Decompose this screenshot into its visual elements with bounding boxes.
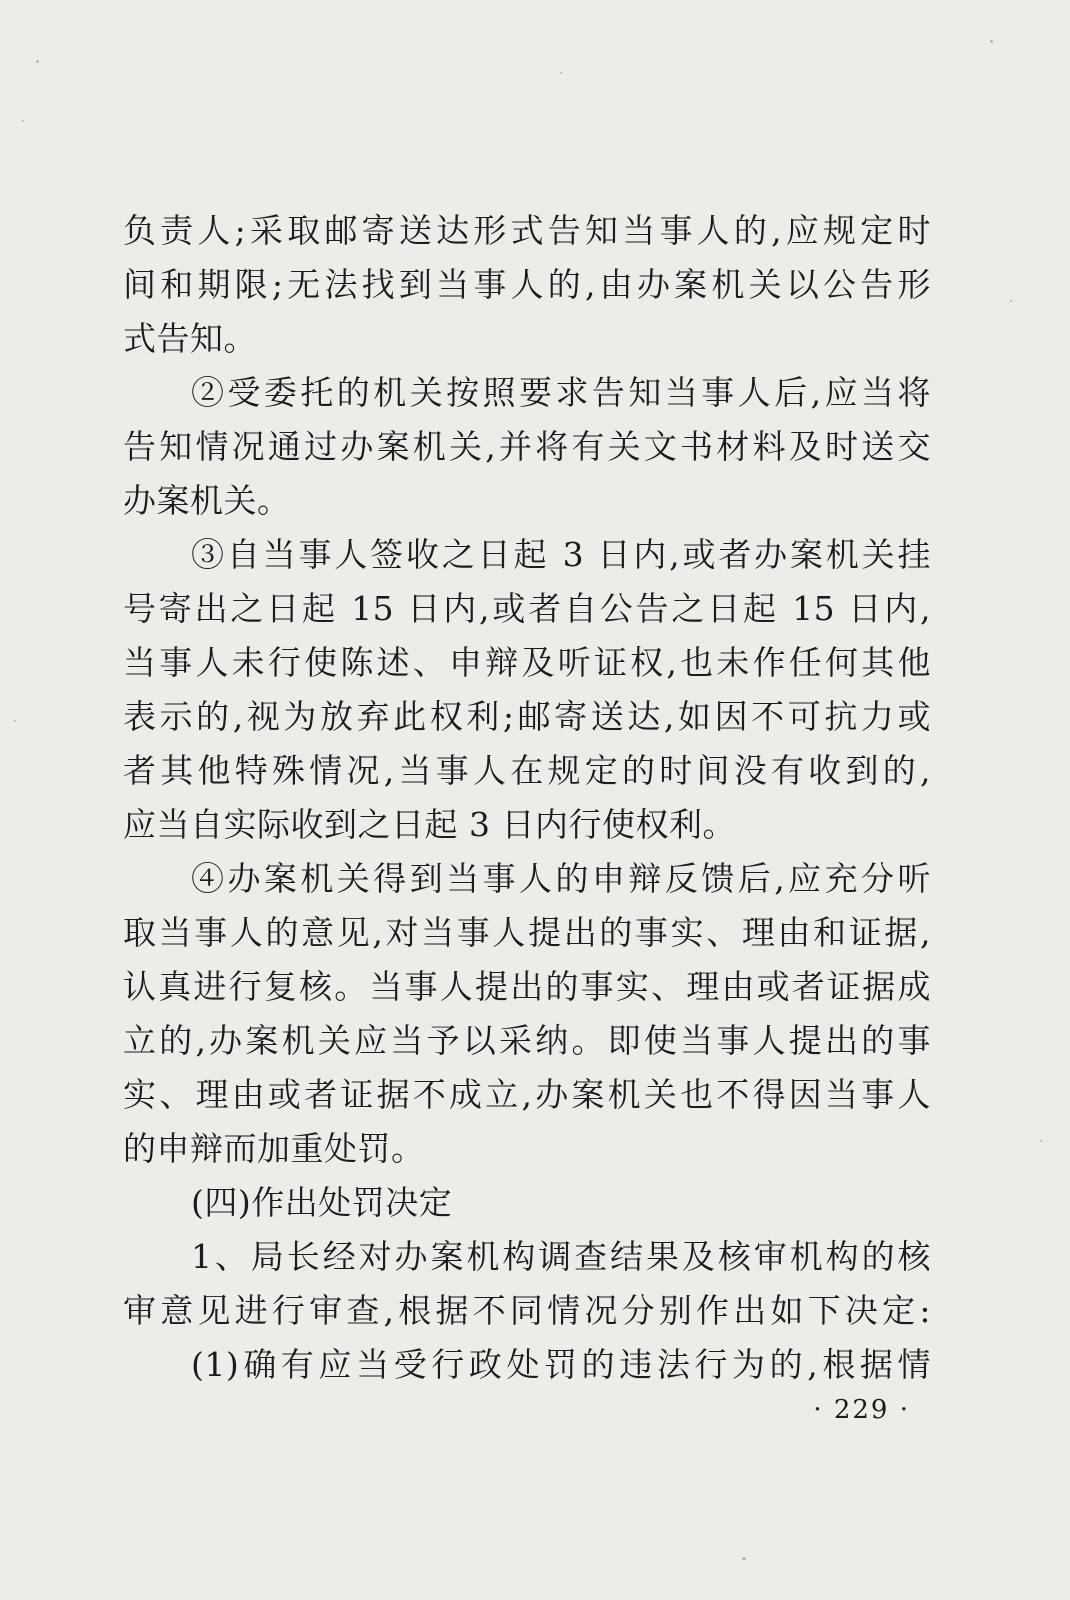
text-line: 的申辩而加重处罚。 bbox=[123, 1129, 425, 1168]
scan-speck bbox=[560, 72, 562, 74]
scan-speck bbox=[1040, 1140, 1042, 1142]
text-line: 立的,办案机关应当予以采纳。即使当事人提出的事 bbox=[123, 1021, 931, 1060]
text-line: 间和期限;无法找到当事人的,由办案机关以公告形 bbox=[123, 265, 931, 304]
text-line: 办案机关。 bbox=[123, 481, 291, 520]
scan-speck bbox=[36, 60, 39, 63]
text-line: 告知情况通过办案机关,并将有关文书材料及时送交 bbox=[123, 427, 931, 466]
text-line: 1、局长经对办案机构调查结果及核审机构的核 bbox=[191, 1237, 931, 1276]
text-line: 式告知。 bbox=[123, 319, 257, 358]
section-heading: (四)作出处罚决定 bbox=[191, 1183, 453, 1222]
body-text bbox=[123, 204, 931, 1392]
text-line: 者其他特殊情况,当事人在规定的时间没有收到的, bbox=[123, 751, 931, 790]
text-line: 号寄出之日起 15 日内,或者自公告之日起 15 日内, bbox=[123, 589, 931, 628]
scan-speck bbox=[1010, 300, 1012, 302]
text-line: 应当自实际收到之日起 3 日内行使权利。 bbox=[123, 805, 736, 844]
text-line: (1)确有应当受行政处罚的违法行为的,根据情 bbox=[191, 1345, 931, 1384]
scan-speck bbox=[22, 120, 24, 122]
text-line: 认真进行复核。当事人提出的事实、理由或者证据成 bbox=[123, 967, 931, 1006]
text-line: ②受委托的机关按照要求告知当事人后,应当将 bbox=[191, 373, 931, 412]
text-line: 当事人未行使陈述、申辩及听证权,也未作任何其他 bbox=[123, 643, 931, 682]
scan-speck bbox=[990, 40, 993, 43]
text-line: ③自当事人签收之日起 3 日内,或者办案机关挂 bbox=[191, 535, 931, 574]
text-line: 审意见进行审查,根据不同情况分别作出如下决定: bbox=[123, 1291, 931, 1330]
text-line: 实、理由或者证据不成立,办案机关也不得因当事人 bbox=[123, 1075, 931, 1114]
text-line: 负责人;采取邮寄送达形式告知当事人的,应规定时 bbox=[123, 211, 931, 250]
page-number: · 229 · bbox=[813, 1395, 910, 1425]
text-line: ④办案机关得到当事人的申辩反馈后,应充分听 bbox=[191, 859, 931, 898]
text-line: 表示的,视为放弃此权利;邮寄送达,如因不可抗力或 bbox=[123, 697, 931, 736]
scan-speck bbox=[742, 1557, 746, 1560]
scan-speck bbox=[14, 720, 16, 722]
text-line: 取当事人的意见,对当事人提出的事实、理由和证据, bbox=[123, 913, 931, 952]
